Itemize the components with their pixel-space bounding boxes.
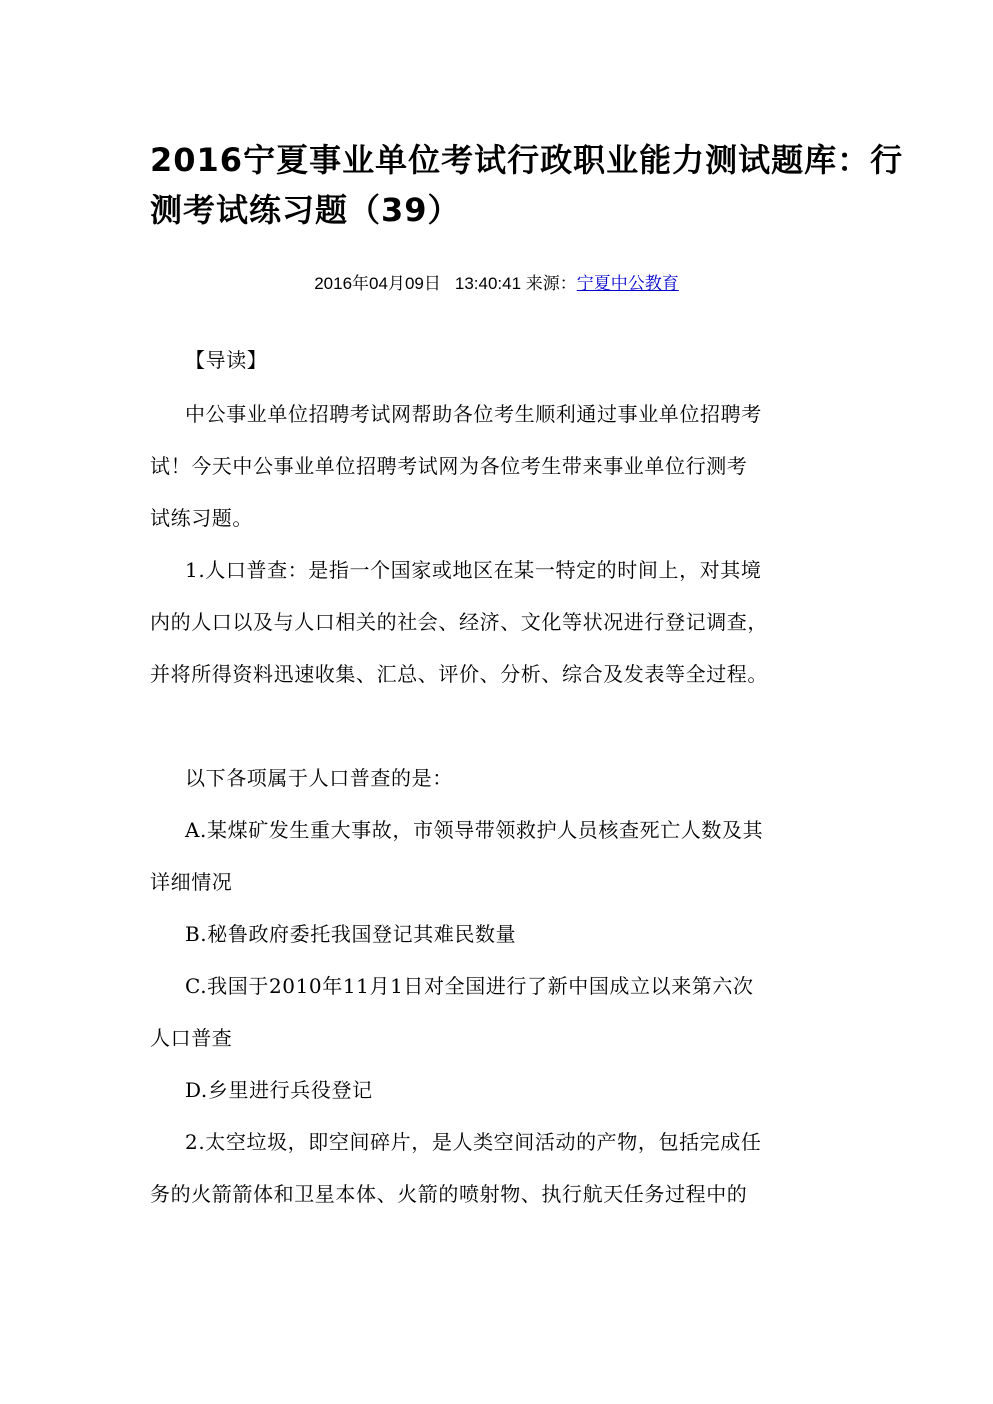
source-link[interactable]: 宁夏中公教育 <box>576 274 679 293</box>
source-label: 来源： <box>525 274 577 293</box>
article-title-line-1: 2016宁夏事业单位考试行政职业能力测试题库：行 <box>150 141 904 179</box>
option-a-continued: 详细情况 <box>150 870 233 894</box>
publish-time: 13:40:41 <box>454 274 522 293</box>
body-line: 1.人口普查：是指一个国家或地区在某一特定的时间上，对其境 <box>185 558 762 582</box>
article-meta <box>0 272 993 296</box>
option-c: C.我国于2010年11月1日对全国进行了新中国成立以来第六次 <box>185 974 754 998</box>
option-b: B.秘鲁政府委托我国登记其难民数量 <box>185 922 517 946</box>
intro-heading: 【导读】 <box>185 348 268 372</box>
article-title-line-2: 测考试练习题（39） <box>150 191 461 229</box>
question-prompt: 以下各项属于人口普查的是： <box>185 766 453 790</box>
option-d: D.乡里进行兵役登记 <box>185 1078 373 1102</box>
body-line: 试练习题。 <box>150 506 253 530</box>
body-line: 并将所得资料迅速收集、汇总、评价、分析、综合及发表等全过程。 <box>150 662 768 686</box>
body-line: 2.太空垃圾，即空间碎片，是人类空间活动的产物，包括完成任 <box>185 1130 762 1154</box>
option-c-continued: 人口普查 <box>150 1026 233 1050</box>
body-line: 内的人口以及与人口相关的社会、经济、文化等状况进行登记调查， <box>150 610 768 634</box>
option-a: A.某煤矿发生重大事故，市领导带领救护人员核查死亡人数及其 <box>185 818 764 842</box>
body-line: 中公事业单位招聘考试网帮助各位考生顺利通过事业单位招聘考 <box>185 402 762 426</box>
body-line: 试！今天中公事业单位招聘考试网为各位考生带来事业单位行测考 <box>150 454 748 478</box>
publish-date: 2016年04月09日 <box>314 274 441 293</box>
body-line: 务的火箭箭体和卫星本体、火箭的喷射物、执行航天任务过程中的 <box>150 1182 748 1206</box>
